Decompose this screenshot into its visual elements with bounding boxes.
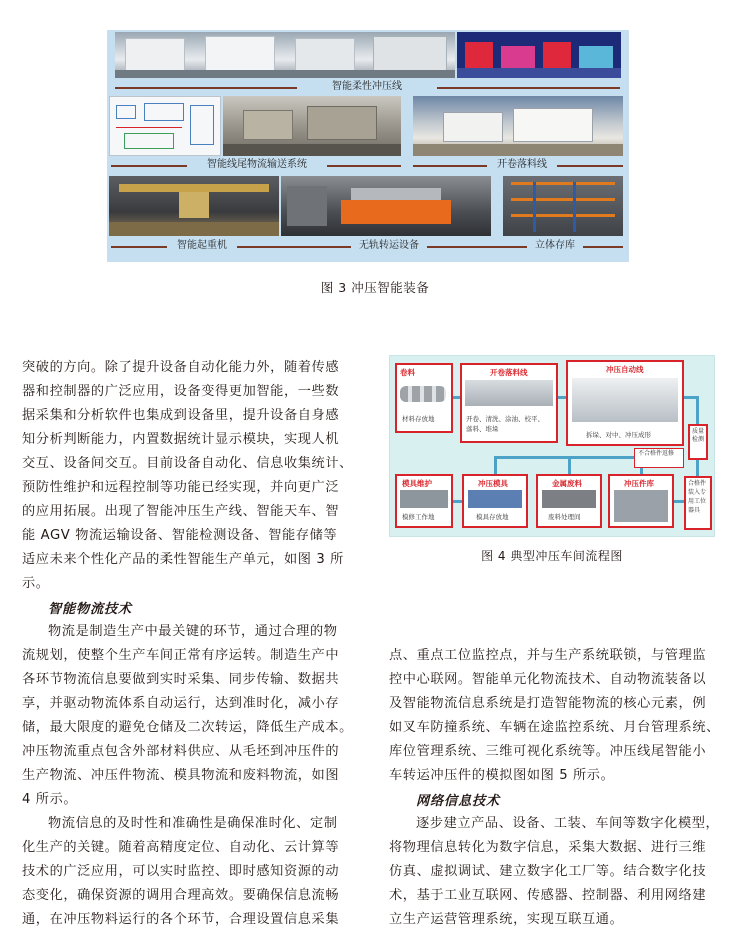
- flow-arrow: [696, 460, 699, 476]
- agv-photo: [281, 176, 491, 236]
- flow-arrow: [696, 396, 699, 424]
- maintenance-image: [400, 490, 448, 508]
- scrap-title: 金属废料: [552, 479, 582, 488]
- pressline-title: 冲压自动线: [606, 365, 644, 374]
- text-line: 的应用拓展。出现了智能冲压生产线、智能天车、智: [22, 504, 340, 519]
- coil-image: [400, 386, 446, 402]
- crane-caption: 智能起重机: [167, 239, 237, 253]
- section-heading: 智能物流技术: [48, 602, 132, 617]
- logistics-system-photo: [223, 96, 401, 156]
- text-line: 生产物流、冲压件物流、模具物流和废料物流，如图: [22, 768, 340, 783]
- blanking-title: 开卷落料线: [490, 368, 528, 377]
- flow-arrow: [453, 500, 462, 503]
- blanking-image: [465, 380, 553, 406]
- qualified-text: 合格件装入专用工位器具: [688, 480, 707, 514]
- text-line: 及智能物流信息系统是打造智能物流的核心元素，例: [389, 696, 707, 711]
- text-line: 立生产运营管理系统，实现互联互通。: [389, 912, 624, 927]
- parts-title: 冲压件库: [624, 479, 654, 488]
- maintenance-title: 模具维护: [402, 479, 432, 488]
- flow-arrow: [494, 456, 634, 459]
- figure-3: [107, 30, 629, 262]
- text-line: 交互、设备间交互。目前设备自动化、信息收集统计、: [22, 456, 353, 471]
- agv-caption: 无轨转运设备: [351, 239, 427, 253]
- text-line: 预防性维护和远程控制等功能已经实现，并向更广泛: [22, 480, 340, 495]
- text-line: 点、重点工位监控点，并与生产系统联锁，与管理监: [389, 648, 707, 663]
- text-line: 据采集和分析软件也集成到设备里，提升设备自身感: [22, 408, 340, 423]
- maintenance-text: 模修工作地: [402, 513, 435, 521]
- text-line: 化生产的关键。随着高精度定位、自动化、云计算等: [22, 840, 340, 855]
- pressline-text: 拆垛、对中、冲压成形: [586, 431, 651, 439]
- text-line: 仿真、虚拟调试、建立数字化工厂等。结合数字化技: [389, 864, 707, 879]
- text-line: 逐步建立产品、设备、工装、车间等数字化模型，: [416, 816, 720, 831]
- storage-caption: 立体存库: [527, 239, 583, 253]
- storage-photo: [503, 176, 623, 236]
- figure-3-caption: 图 3 冲压智能装备: [320, 280, 430, 295]
- blanking-text-2: 落料、堆垛: [466, 425, 499, 433]
- blanking-text-1: 开卷、清洗、涂油、校平、: [466, 415, 544, 423]
- flow-arrow: [568, 456, 571, 474]
- text-line: 享，并驱动物流体系自动运行，达到准时化，减小存: [22, 696, 340, 711]
- text-line: 储，最大限度的避免仓储及二次转运，降低生产成本。: [22, 720, 353, 735]
- text-line: 物流信息的及时性和准确性是确保准时化、定制: [48, 816, 338, 831]
- text-line: 各环节物流信息要做到实时采集、同步传输、数据共: [22, 672, 340, 687]
- quality-text: 质量检测: [692, 428, 705, 443]
- section-heading: 网络信息技术: [416, 794, 500, 809]
- text-line: 知分析判断能力，内置数据统计显示模块，实现人机: [22, 432, 340, 447]
- text-line: 通，在冲压物料运行的各个环节，合理设置信息采集: [22, 912, 340, 927]
- figure-4-caption: 图 4 典型冲压车间流程图: [481, 549, 623, 563]
- logistics-diagram-photo: [109, 96, 221, 156]
- press-line-photo: [115, 32, 455, 78]
- text-line: 车转运冲压件的模拟图如图 5 所示。: [389, 768, 615, 783]
- press-simulation-photo: [457, 32, 621, 78]
- flow-arrow: [558, 396, 566, 399]
- die-text: 模具存放地: [476, 513, 509, 521]
- pressline-image: [572, 378, 678, 422]
- logistics-caption: 智能线尾物流输送系统: [187, 158, 327, 172]
- parts-image: [614, 490, 668, 522]
- text-line: 流规划，使整个生产车间正常有序运转。制造生产中: [22, 648, 340, 663]
- scrap-image: [542, 490, 596, 508]
- text-line: 将物理信息转化为数字信息，采集大数据、进行三维: [389, 840, 707, 855]
- text-line: 能 AGV 物流运输设备、智能检测设备、智能存储等: [22, 528, 338, 543]
- text-line: 技术的广泛应用，可以实时监控、即时感知资源的动: [22, 864, 340, 879]
- text-line: 控中心联网。智能单元化物流技术、自动物流装备以: [389, 672, 707, 687]
- text-line: 示。: [22, 576, 50, 591]
- crane-photo: [109, 176, 279, 236]
- flow-arrow: [640, 468, 643, 474]
- rework-text: 不合格件返修: [638, 450, 675, 457]
- text-line: 物流是制造生产中最关键的环节，通过合理的物: [48, 624, 338, 639]
- text-line: 4 所示。: [22, 792, 78, 807]
- die-title: 冲压模具: [478, 479, 508, 488]
- blanking-caption: 开卷落料线: [487, 158, 557, 172]
- text-line: 如叉车防撞系统、车辆在途监控系统、月台管理系统、: [389, 720, 720, 735]
- text-line: 术，基于工业互联网、传感器、控制器、利用网络建: [389, 888, 707, 903]
- coil-title: 卷料: [400, 368, 415, 377]
- text-line: 器和控制器的广泛应用，设备变得更加智能，一些数: [22, 384, 340, 399]
- text-line: 库位管理系统、三维可视化系统等。冲压线尾智能小: [389, 744, 707, 759]
- figure-4: [389, 355, 715, 537]
- press-line-caption: 智能柔性冲压线: [297, 80, 437, 94]
- flow-arrow: [453, 396, 460, 399]
- text-line: 冲压物流重点包含外部材料供应、从毛坯到冲压件的: [22, 744, 340, 759]
- text-line: 突破的方向。除了提升设备自动化能力外，随着传感: [22, 360, 340, 375]
- die-image: [468, 490, 522, 508]
- scrap-text: 废料处理间: [548, 513, 581, 521]
- text-line: 适应未来个性化产品的柔性智能生产单元，如图 3 所: [22, 552, 344, 567]
- blanking-line-photo: [413, 96, 623, 156]
- coil-text: 材料存放地: [402, 415, 435, 423]
- flow-arrow: [674, 500, 684, 503]
- text-line: 态变化，确保资源的调用合理高效。要确保信息流畅: [22, 888, 340, 903]
- flow-arrow: [494, 456, 497, 474]
